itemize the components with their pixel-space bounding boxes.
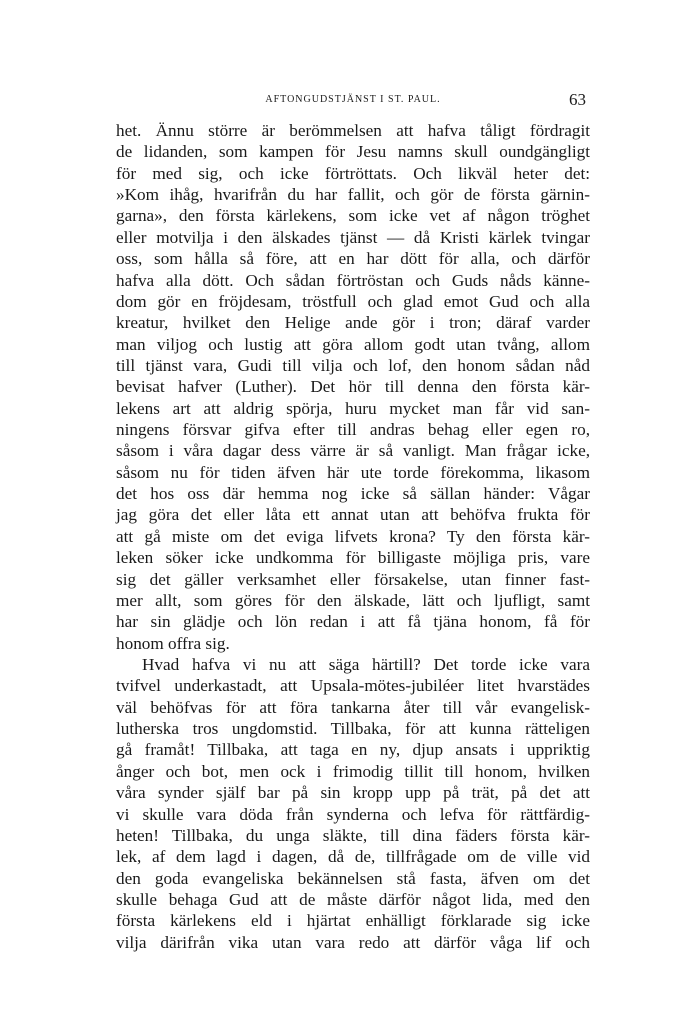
text-line: gå framåt! Tillbaka, att taga en ny, djup ansats i uppriktig — [116, 740, 590, 760]
text-line: heten! Tillbaka, du unga släkte, till dina fäders första kär- — [116, 825, 590, 845]
text-line: mer allt, som göres för den älskade, lätt och ljufligt, samt — [116, 590, 590, 610]
text-line: de lidanden, som kampen för Jesu namns skull oundgängligt — [116, 142, 590, 162]
text-line: till tjänst vara, Gudi till vilja och lof, den honom sådan nåd — [116, 355, 590, 375]
text-line: väl behöfvas för att föra tankarna åter till vår evangelisk- — [116, 697, 590, 717]
text-line: dom gör en fröjdesam, tröstfull och glad emot Gud och alla — [116, 291, 590, 311]
text-line: vilja därifrån vika utan vara redo att därför våga lif och — [116, 932, 590, 952]
text-line: våra synder själf bar på sin kropp upp på trät, på det att — [116, 783, 590, 803]
running-title: AFTONGUDSTJÄNST I ST. PAUL. — [265, 94, 441, 105]
page-number: 63 — [569, 90, 586, 109]
text-line: sig det gäller verksamhet eller försakelse, utan finner fast- — [116, 569, 590, 589]
text-line: för med sig, och icke förtröttats. Och likväl heter det: — [116, 163, 590, 183]
text-line: första kärlekens eld i hjärtat enhälligt förklarade sig icke — [116, 911, 590, 931]
text-line: den goda evangeliska bekännelsen stå fasta, äfven om det — [116, 868, 590, 888]
text-line: »Kom ihåg, hvarifrån du har fallit, och gör de första gärnin- — [116, 185, 590, 205]
paragraph-end-line: honom offra sig. — [116, 633, 230, 653]
text-line: leken söker icke undkomma för billigaste möjliga pris, vare — [116, 548, 590, 568]
text-line: oss, som hålla så före, att en har dött för alla, och därför — [116, 249, 590, 269]
text-line: såsom nu för tiden äfven här ute torde förekomma, likasom — [116, 462, 590, 482]
text-line: eller motvilja i den älskades tjänst — då Kristi kärlek tvingar — [116, 227, 590, 247]
text-line: vi skulle vara döda från synderna och lefva för rättfärdig- — [116, 804, 590, 824]
text-line: jag göra det eller låta ett annat utan att behöfva frukta för — [116, 505, 590, 525]
text-line: att gå miste om det eviga lifvets krona? Ty den första kär- — [116, 526, 590, 546]
text-line: kreatur, hvilket den Helige ande gör i tron; däraf varder — [116, 313, 590, 333]
text-line: ningens försvar gifva efter till andras behag eller egen ro, — [116, 420, 590, 440]
text-line: lek, af dem lagd i dagen, då de, tillfrågade om de ville vid — [116, 847, 590, 867]
text-line: garna», den första kärlekens, som icke vet af någon tröghet — [116, 206, 590, 226]
text-line: hafva alla dött. Och sådan förtröstan och Guds nåds känne- — [116, 270, 590, 290]
text-line: det hos oss där hemma nog icke så sällan händer: Vågar — [116, 484, 590, 504]
text-line: såsom i våra dagar dess värre är så vanligt. Man frågar icke, — [116, 441, 590, 461]
text-line: bevisat hafver (Luther). Det hör till denna den första kär- — [116, 377, 590, 397]
text-line: tvifvel underkastadt, att Upsala-mötes-jubiléer litet hvarstädes — [116, 676, 590, 696]
text-line: skulle behaga Gud att de måste därför något lida, med den — [116, 889, 590, 909]
text-line: lekens art att aldrig spörja, huru mycket man får vid san- — [116, 398, 590, 418]
paragraph-start-line: Hvad hafva vi nu att säga härtill? Det torde icke vara — [142, 654, 590, 674]
body-text — [116, 120, 590, 953]
text-line: het. Ännu större är berömmelsen att hafva tåligt fördragit — [116, 121, 590, 140]
text-line: man viljog och lustig att göra allom godt utan tvång, allom — [116, 334, 590, 354]
running-head — [120, 92, 586, 112]
text-line: ånger och bot, men ock i frimodig tillit till honom, hvilken — [116, 761, 590, 781]
text-line: lutherska tros ungdomstid. Tillbaka, för att kunna rätteligen — [116, 719, 590, 739]
text-line: har sin glädje och lön redan i att få tjäna honom, få för — [116, 612, 590, 632]
